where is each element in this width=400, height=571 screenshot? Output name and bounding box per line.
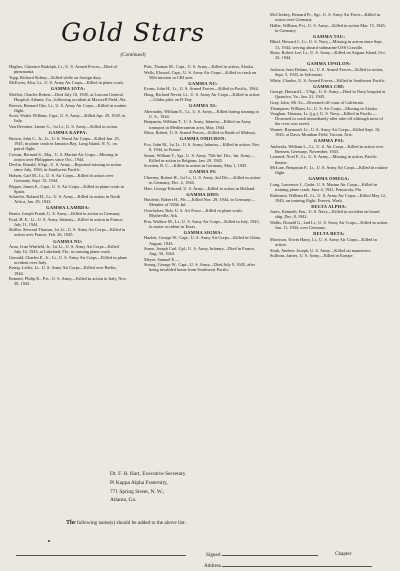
memorial-entry: Morrison, Erwin Harry, Lt., U. S. Army Air Corps—Killed in action.: [270, 236, 377, 247]
memorial-entry: Benjamin, William T., U. S. Army, Infantry—Killed on Army transport in Mediterranean area, May, 1944.: [144, 119, 251, 130]
column-1: [9, 64, 127, 287]
memorial-entry: Wells, Elwood, Capt., U. S. Army Air Corps—Killed in crash on 50th mission in CBI area.: [144, 69, 257, 80]
chapter-heading: GAMMA RHO:: [186, 191, 220, 197]
chapter-heading: GAMMA OMICRON:: [179, 136, 227, 142]
memorial-entry: Vaughan, Thomas, Lt. (j.g.), U. S. Navy—Killed in Pacific—Drowned in crash immediately after take-off although most of the crew was saved.: [270, 111, 383, 127]
notice-prefix: The: [66, 520, 76, 526]
memorial-entry: Reeves, Bernard Otis, Lt., U. S. Army Air Corps—Killed in routine flight.: [9, 102, 127, 113]
submission-notice: [66, 520, 186, 526]
chapter-heading: GAMMA NU:: [53, 238, 83, 244]
memorial-entry: Kennett, Philip K., Pvt., U. S. Army—Killed in action in Italy, Nov. 30, 1943.: [9, 276, 127, 287]
page-title: Gold Stars: [61, 18, 205, 47]
memorial-entry: Scott, Walter William, Capt., U. S. Army—Killed Apr. 29, 1945, in Italy.: [9, 113, 126, 124]
memorial-entry: Pepper, James E., Capt., U. S. Air Corps—Killed in plane crash in Spain.: [9, 183, 124, 194]
memorial-entry: Siano, Joseph Carl, Cpl., U. S. Army, Infantry—Died in France, Aug. 30, 1944.: [144, 246, 256, 257]
chapter-heading: GAMMA KAPPA:: [48, 130, 88, 136]
memorial-entry: McCloskey, Bernard Fr., Sgt., U. S. Army Air Force—Killed in action over Germany.: [270, 12, 380, 23]
memorial-entry: Pitts, Thomas M., Capt., U. S. Army—Killed in action, Alaska.: [144, 64, 254, 69]
memorial-entry: Shaw, Robert Lee, Lt., U. S. Army—Killed on Angaur Island, Oct. 25, 1944.: [270, 50, 386, 61]
memorial-entry: Learned, Noel F., Lt., U. S. Army—Missing in action, Pacific theater.: [270, 154, 377, 165]
memorial-entry: Ford, H. E., Lt., U. S. Army, Infantry—Killed in action in France, July 11, 1944.: [9, 216, 124, 227]
chapter-heading: GAMMA TAU:: [312, 33, 346, 39]
memorial-entry: Evans, John H., Lt., U. S. Armed Forces—Killed in Pacific, 1944.: [144, 86, 259, 92]
mailing-address: [110, 470, 185, 505]
memorial-entry: White, Charles, U. S. Armed Forces—Killed in Southwest Pacific.: [270, 77, 386, 83]
chapter-heading: GAMMA NU:: [188, 80, 218, 86]
chapter-heading: GAMMA IOTA:: [50, 86, 86, 92]
memorial-entry: Andreola, William L., Lt., U. S. Air Corps—Killed in action over Bremen, Germany, November, 1943.: [270, 143, 384, 154]
memorial-entry: Strong, George W., Capt., U. S. Army—Died July 9, 1945, after being invalided home from Southwest Pacific.: [144, 262, 256, 273]
memorial-entry: Cherney, Robert H., 1st Lt., U. S. Army, 3rd Div.—Killed in action in Germany, Dec. 2, 1944.: [144, 174, 261, 185]
chapter-heading: DELTA BETA:: [313, 231, 345, 237]
page-subtitle: (Continued): [120, 52, 146, 58]
memorial-entry: Moss, Robert, U. S. Armed Forces—Killed in Battle of Midway.: [144, 130, 257, 136]
memorial-entry: Brown, John C., Jr., Lt., U. S. Naval Air Corps—Killed Jan. 25, 1945, in plane crash in Jamaica Bay, Long Island, N. Y., on patrol flight.: [9, 135, 120, 151]
memorial-entry: Devlin, Ronald, S/Sgt., U. S. Army—Reported missing in action since July, 1943, in Southwest Pacific.: [9, 162, 122, 173]
memorial-entry: Gerould, Charles E., Jr., Lt., U. S. Army Air Corps—Killed in plane accident over Italy.: [9, 254, 127, 265]
memorial-entry: Hazlett, George W., Capt., U. S. Army Air Corps—Killed in China, August, 1943.: [144, 235, 261, 246]
notice-text: following name(s) should be added to the above list:: [76, 520, 186, 526]
memorial-entry: McLure, Benjamin F., Lt., U. S. Army Air Corps—Killed in routine flight.: [270, 165, 388, 176]
address-field[interactable]: [204, 562, 372, 569]
chapter-heading: GAMMA UPSILON:: [306, 61, 352, 67]
chapter-label: Chapter: [335, 551, 352, 557]
chapter-heading: GAMMA CHI:: [313, 83, 345, 89]
memorial-entry: Scouten, R. C.—Killed in action in Germany, May 1, 1945.: [144, 163, 248, 169]
column-3: [270, 12, 388, 259]
memorial-entry: Shiffer, Steward Thomas, 1st Lt., U. S. Army Air Corps—Killed in action over France, Feb. 26, 1945.: [9, 227, 126, 238]
address-line: 771 Spring Street, N. W.,: [110, 488, 165, 495]
memorial-entry: Arno, Ivan Winfield, Jr., 1st Lt., U. S. Army Air Corps—Killed July 14, 1943, at Lakeland, Fla., in training plane crash.: [9, 244, 119, 255]
memorial-entry: Jones, Kenneth, Ens., U. S. Navy—Killed in accident on board ship, Dec. 8, 1942.: [270, 209, 380, 220]
chapter-heading: GAMMA OMEGA:: [308, 176, 350, 182]
memorial-entry: Thompson, William, Lt., U. S. Air Corps—Missing in Alaska.: [270, 105, 378, 111]
memorial-entry: Haller, William, Pvt., U. S. Army—Killed in action Mar. 15, 1945, in Germany.: [270, 22, 386, 33]
memorial-entry: Cowan, Bernard S., Maj., U. S. Marine Air Corps—Missing in action over Philippines since Oct., 1944.: [9, 151, 118, 162]
scan-speck: [48, 540, 50, 542]
column-2: [144, 64, 262, 273]
memorial-entry: Bonin, Joseph Frank, U. S. Army—Killed in action in Germany.: [9, 211, 121, 217]
memorial-entry: Fox, John M., 1st Lt., U. S. Army, Infantry—Killed in action, Nov. 8, 1944, in France.: [144, 141, 261, 152]
chapter-field[interactable]: [335, 551, 351, 557]
memorial-entry: Kemp, Leslie, Lt., U. S. Army Air Corps—Killed over Berlin, 1944.: [9, 265, 117, 276]
signed-label: Signed: [206, 552, 221, 558]
address-label: Address: [204, 563, 222, 569]
memorial-entry: Schaefer, Roland H., Lt., U. S. Army—Killed in action in North Africa, Jan. 29, 1943.: [9, 194, 121, 205]
memorial-entry: McEwen, Alva, Lt., U. S. Army Air Corps—Killed in plane crash.: [9, 80, 124, 86]
chapter-heading: GAMMA PSI:: [313, 138, 345, 144]
signed-field[interactable]: [206, 551, 318, 558]
chapter-heading: GAMMA XI:: [189, 103, 217, 109]
memorial-entry: Abernathy, William E., Lt., U. S. Army—Killed during training in U. S., 1944.: [144, 108, 259, 119]
memorial-entry: Long, Lawrence J., Cadet, U. S. Marine Air Corps—Killed in training plane crash, June 4, 1941, Pensacola, Fla.: [270, 181, 378, 192]
memorial-entry: Meyer, Samuel E.—: [144, 256, 180, 262]
address-line: Pi Kappa Alpha Fraternity,: [110, 479, 168, 486]
memorial-entry: Pon, Wallace M., Lt., U. S. Army Air Corps—Killed in July, 1945, in motor accident in Texas.: [144, 218, 260, 229]
memorial-entry: Smart, William T., Sgt., U. S. Army, 75th Inf. Div., Int. Army—Killed in action in Belgium, Jan. 20, 1945.: [144, 152, 255, 163]
chapter-heading: DELTA ALPHA:: [311, 203, 347, 209]
memorial-entry: Moffett, Charles Robert—Died July 10, 1945, at Lawson General Hospital, Atlanta, Ga., following accident at Maxwell Field, Ala.: [9, 91, 127, 103]
memorial-entry: Hart, George Edward, U. S. Army—Killed in action in Holland.: [144, 185, 256, 191]
memorial-entry: Wallis, Donald G., 2nd Lt., U. S. Army Air Corps—Killed in action Jan. 11, 1944, over Germany.: [270, 220, 388, 231]
memorial-entry: Holsen, Carl M., Lt., U. S. Air Corps—Killed in action over Germany, Sept. 13, 1944.: [9, 172, 114, 183]
memorial-entry: Sirak, Andrew Joseph, U. S. Army—Killed on maneuvers.: [270, 247, 372, 253]
memorial-entry: Robinson, William H., Lt., U. S. Army Air Corps—Killed May 12, 1943, on training flight, Everett, Wash.: [270, 192, 387, 203]
chapter-heading: GAMMA PI:: [189, 169, 217, 175]
chapter-heading: GAMMA SIGMA:: [183, 229, 223, 235]
memorial-entry: Gray, John, SK 3/c—Drowned off coast of California.: [270, 100, 364, 105]
memorial-entry: Warner, Raymond, Lt., U. S. Army Air Corps—Killed Sept. 16, 1943, at Davis-Monthan Field, Tucson, Ariz.: [270, 126, 381, 138]
address-line: Dr. F. H. Hart, Executive Secretary: [110, 471, 186, 477]
memorial-entry: George, Howard L., T/Sgt., U. S. Army—Died in Navy hospital at Quantico, Va., Jan. 21, 1945.: [270, 89, 386, 100]
memorial-entry: Overholser, Bob, U. S. Air Force—Killed in plane crash, Blytheville, Ark.: [144, 207, 243, 219]
memorial-entry: Sullivan, James, U. S. Army—Killed in Europe.: [270, 253, 354, 259]
memorial-entry: Hughes, Clarence Rudolph, Lt., U. S. Armed Forces—Died of pneumonia.: [9, 64, 118, 75]
address-line: Atlanta, Ga.: [110, 497, 137, 504]
name-field[interactable]: [16, 551, 186, 558]
memorial-entry: Jackson, Jean Delano, Lt., U. S. Armed Forces—Killed in action, Sept. 5, 1943, in Solomons.: [270, 66, 384, 78]
chapter-heading: GAMMA LAMBDA:: [46, 205, 90, 211]
memorial-entry: Van Deventer, James G., 1st Lt., U. S. Army—Killed in action.: [9, 124, 119, 130]
memorial-entry: Blind, Howard J., Lt., U. S. Navy—Missing in action since Sept. 11, 1944, serving aboard submarine USS Cravalle.: [270, 39, 383, 50]
memorial-entry: Houlette, Robert H., Pfc.—Killed Nov. 29, 1944, in Germany—Member of 335th Inf.: [144, 197, 256, 208]
memorial-entry: Topp, Richard Sidney—Killed while on foreign duty.: [9, 74, 102, 80]
memorial-entry: Hoag, Richard Nevin, Lt., U. S. Army Air Corps—Killed in action—Glider pilot on D-Day.: [144, 91, 260, 103]
